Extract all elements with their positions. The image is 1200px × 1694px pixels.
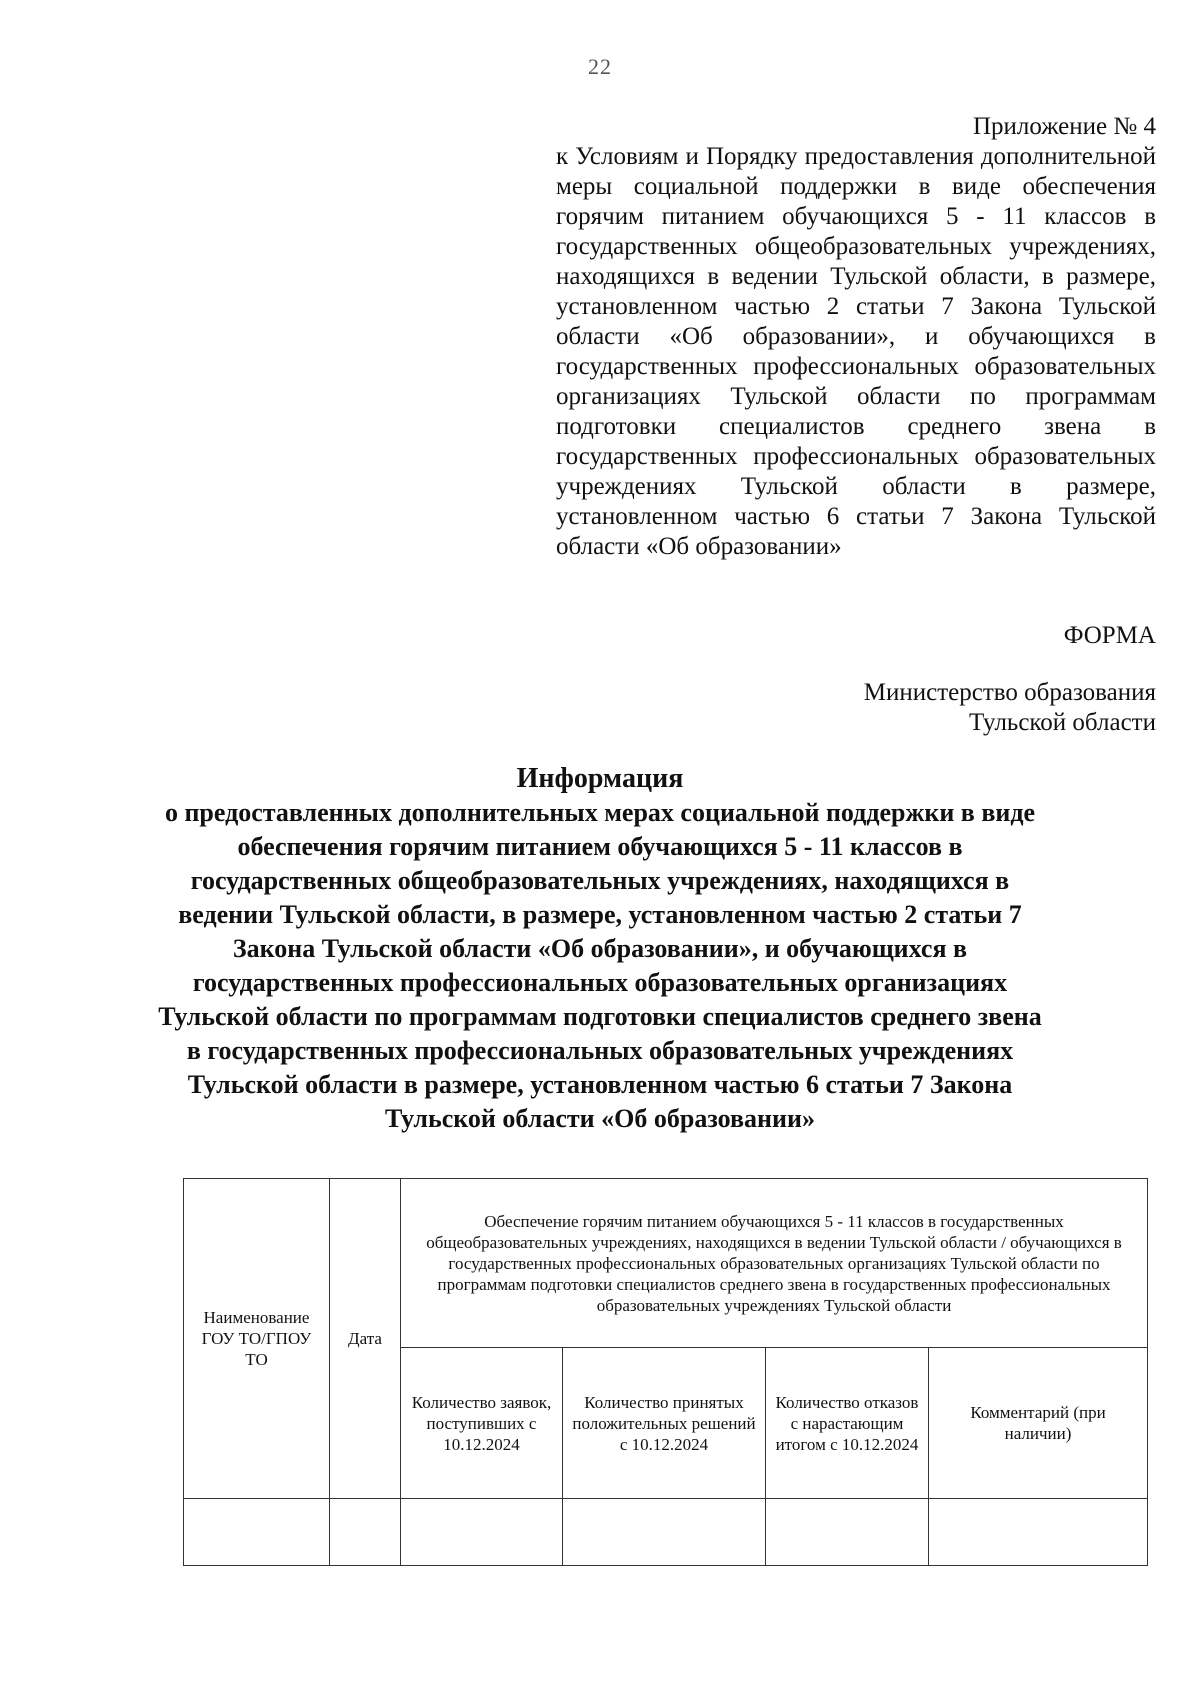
report-table: [183, 1178, 1148, 1566]
recipient-block: [700, 678, 1156, 738]
table-cell: [184, 1499, 330, 1566]
header-institution-name: Наименование ГОУ ТО/ГПОУ ТО: [184, 1179, 330, 1499]
heading-text: о предоставленных дополнительных мерах социальной поддержки в виде обеспечения горячим питанием обучающихся 5 - 11 классов в государственных общеобразовательных учреждениях, находящихся в ведении Тульской области, в размере, установленном частью 2 статьи 7 Закона Тульской области «Об образовании», и обучающихся в государственных профессиональных образовательных организациях Тульской области по программам подготовки специалистов среднего звена в государственных профессиональных образовательных учреждениях Тульской области в размере, установленном частью 6 статьи 7 Закона Тульской области «Об образовании»: [158, 798, 1042, 1133]
heading-title: Информация: [516, 763, 684, 794]
table-row: [184, 1499, 1148, 1566]
appendix-title: Приложение № 4: [972, 113, 1156, 140]
recipient-line-1: Министерство образования: [863, 679, 1156, 706]
header-date: Дата: [330, 1179, 401, 1499]
table-cell: [401, 1499, 563, 1566]
table-cell: [330, 1499, 401, 1566]
form-label: ФОРМА: [1063, 622, 1156, 649]
header-comment: Комментарий (при наличии): [929, 1348, 1148, 1499]
header-group: Обеспечение горячим питанием обучающихся 5 - 11 классов в государственных общеобразовательных учреждениях, находящихся в ведении Тульской области / обучающихся в государственных профессиональных образовательных организациях Тульской области по программам подготовки специалистов среднего звена в государственных профессиональных образовательных учреждениях Тульской области: [401, 1179, 1148, 1348]
table-cell: [766, 1499, 929, 1566]
table-cell: [929, 1499, 1148, 1566]
page-number: 22: [588, 54, 612, 79]
document-heading: [150, 762, 1050, 1136]
header-positive-decisions: Количество принятых положительных решений с 10.12.2024: [563, 1348, 766, 1499]
recipient-line-2: Тульской области: [969, 709, 1156, 736]
header-refusals-count: Количество отказов с нарастающим итогом с 10.12.2024: [766, 1348, 929, 1499]
table-header-row: [184, 1179, 1148, 1348]
table-cell: [563, 1499, 766, 1566]
header-applications-count: Количество заявок, поступивших с 10.12.2024: [401, 1348, 563, 1499]
appendix-block: [556, 112, 1156, 562]
appendix-text: к Условиям и Порядку предоставления дополнительной меры социальной поддержки в виде обеспечения горячим питанием обучающихся 5 - 11 классов в государственных общеобразовательных учреждениях, находящихся в ведении Тульской области, в размере, установленном частью 2 статьи 7 Закона Тульской области «Об образовании», и обучающихся в государственных профессиональных образовательных организациях Тульской области по программам подготовки специалистов среднего звена в государственных профессиональных образовательных учреждениях Тульской области в размере, установленном частью 6 статьи 7 Закона Тульской области «Об образовании»: [556, 143, 1156, 560]
